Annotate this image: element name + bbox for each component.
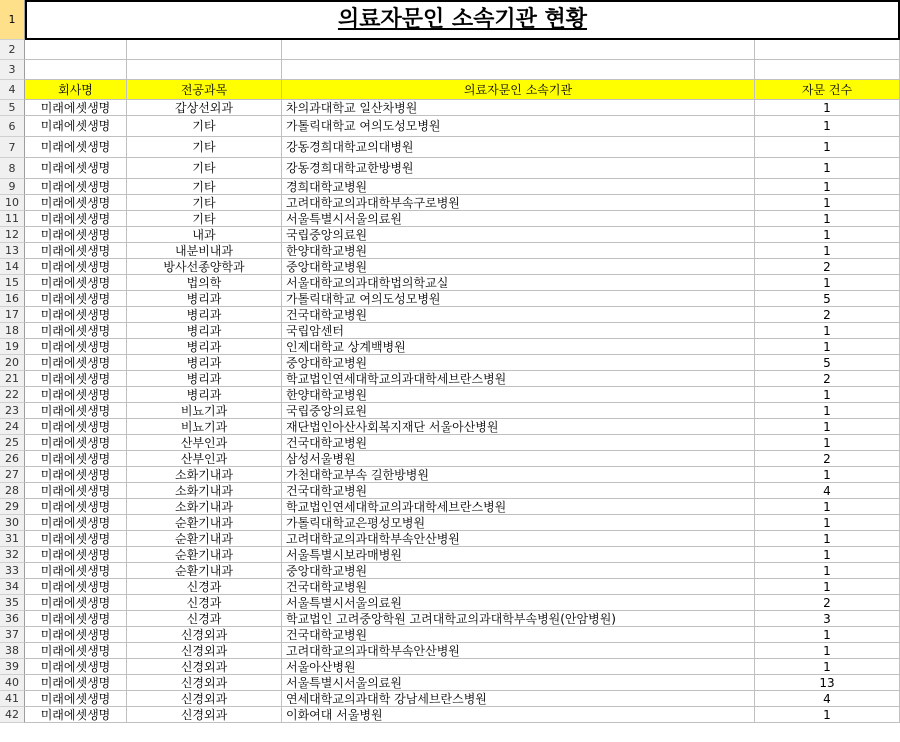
institution-cell[interactable]: 가톨릭대학교 여의도성모병원 — [282, 116, 755, 137]
row-header[interactable]: 36 — [0, 611, 25, 627]
row-header[interactable]: 17 — [0, 307, 25, 323]
count-cell[interactable]: 1 — [755, 211, 900, 227]
table-row — [0, 275, 900, 291]
row-header[interactable]: 6 — [0, 116, 25, 137]
table-row — [0, 595, 900, 611]
count-cell[interactable]: 1 — [755, 707, 900, 723]
institution-cell[interactable]: 가톨릭대학교은평성모병원 — [282, 515, 755, 531]
row-header[interactable]: 15 — [0, 275, 25, 291]
row-header[interactable]: 3 — [0, 60, 25, 80]
table-row — [0, 707, 900, 723]
empty-cell[interactable] — [755, 40, 900, 60]
count-cell[interactable]: 1 — [755, 419, 900, 435]
row-header[interactable]: 8 — [0, 158, 25, 179]
count-cell[interactable]: 1 — [755, 227, 900, 243]
header-row — [0, 80, 900, 100]
count-cell[interactable]: 1 — [755, 659, 900, 675]
major-cell[interactable]: 소화기내과 — [127, 483, 282, 499]
count-cell[interactable]: 2 — [755, 451, 900, 467]
row-header[interactable]: 5 — [0, 100, 25, 116]
company-cell[interactable]: 미래에셋생명 — [25, 659, 127, 675]
empty-cell[interactable] — [127, 40, 282, 60]
company-cell[interactable]: 미래에셋생명 — [25, 707, 127, 723]
row-header[interactable]: 12 — [0, 227, 25, 243]
company-cell[interactable]: 미래에셋생명 — [25, 419, 127, 435]
institution-cell[interactable]: 학교법인연세대학교의과대학세브란스병원 — [282, 499, 755, 515]
major-cell[interactable]: 신경과 — [127, 611, 282, 627]
company-cell[interactable]: 미래에셋생명 — [25, 483, 127, 499]
row-header[interactable]: 28 — [0, 483, 25, 499]
company-cell[interactable]: 미래에셋생명 — [25, 691, 127, 707]
count-cell[interactable]: 13 — [755, 675, 900, 691]
institution-cell[interactable]: 국립중앙의료원 — [282, 403, 755, 419]
row-header[interactable]: 9 — [0, 179, 25, 195]
row-header[interactable]: 32 — [0, 547, 25, 563]
company-cell[interactable]: 미래에셋생명 — [25, 195, 127, 211]
empty-cell[interactable] — [25, 40, 127, 60]
row-header[interactable]: 10 — [0, 195, 25, 211]
count-cell[interactable]: 1 — [755, 100, 900, 116]
major-cell[interactable]: 기타 — [127, 116, 282, 137]
major-cell[interactable]: 병리과 — [127, 371, 282, 387]
row-header[interactable]: 42 — [0, 707, 25, 723]
major-cell[interactable]: 산부인과 — [127, 451, 282, 467]
empty-cell[interactable] — [282, 40, 755, 60]
count-cell[interactable]: 2 — [755, 371, 900, 387]
row-header[interactable]: 30 — [0, 515, 25, 531]
company-cell[interactable]: 미래에셋생명 — [25, 531, 127, 547]
header-major[interactable]: 전공과목 — [127, 80, 282, 100]
major-cell[interactable]: 신경외과 — [127, 691, 282, 707]
empty-cell[interactable] — [755, 60, 900, 80]
table-row — [0, 387, 900, 403]
row-header[interactable]: 7 — [0, 137, 25, 158]
major-cell[interactable]: 신경외과 — [127, 643, 282, 659]
institution-cell[interactable]: 가톨릭대학교 여의도성모병원 — [282, 291, 755, 307]
table-row — [0, 291, 900, 307]
row-header[interactable]: 31 — [0, 531, 25, 547]
major-cell[interactable]: 소화기내과 — [127, 499, 282, 515]
row-header[interactable]: 41 — [0, 691, 25, 707]
company-cell[interactable]: 미래에셋생명 — [25, 611, 127, 627]
table-row — [0, 627, 900, 643]
major-cell[interactable]: 법의학 — [127, 275, 282, 291]
major-cell[interactable]: 순환기내과 — [127, 531, 282, 547]
sheet-title-cell[interactable] — [25, 0, 900, 40]
institution-cell[interactable]: 가천대학교부속 길한방병원 — [282, 467, 755, 483]
institution-cell[interactable]: 건국대학교병원 — [282, 483, 755, 499]
major-cell[interactable]: 비뇨기과 — [127, 419, 282, 435]
count-cell[interactable]: 1 — [755, 643, 900, 659]
company-cell[interactable]: 미래에셋생명 — [25, 355, 127, 371]
institution-cell[interactable]: 건국대학교병원 — [282, 435, 755, 451]
company-cell[interactable]: 미래에셋생명 — [25, 371, 127, 387]
count-cell[interactable]: 1 — [755, 435, 900, 451]
table-row — [0, 435, 900, 451]
table-row — [0, 116, 900, 137]
institution-cell[interactable]: 고려대학교의과대학부속구로병원 — [282, 195, 755, 211]
table-row — [0, 419, 900, 435]
row-header[interactable]: 38 — [0, 643, 25, 659]
count-cell[interactable]: 1 — [755, 195, 900, 211]
institution-cell[interactable]: 건국대학교병원 — [282, 579, 755, 595]
empty-cell[interactable] — [127, 60, 282, 80]
count-cell[interactable]: 1 — [755, 547, 900, 563]
table-row — [0, 243, 900, 259]
row-header[interactable]: 20 — [0, 355, 25, 371]
institution-cell[interactable]: 한양대학교병원 — [282, 387, 755, 403]
institution-cell[interactable]: 중앙대학교병원 — [282, 355, 755, 371]
institution-cell[interactable]: 서울특별시서울의료원 — [282, 675, 755, 691]
major-cell[interactable]: 신경외과 — [127, 627, 282, 643]
major-cell[interactable]: 병리과 — [127, 387, 282, 403]
institution-cell[interactable]: 서울아산병원 — [282, 659, 755, 675]
count-cell[interactable]: 1 — [755, 137, 900, 158]
institution-cell[interactable]: 인제대학교 상계백병원 — [282, 339, 755, 355]
institution-cell[interactable]: 서울특별시보라매병원 — [282, 547, 755, 563]
count-cell[interactable]: 1 — [755, 499, 900, 515]
table-row — [0, 371, 900, 387]
count-cell[interactable]: 1 — [755, 515, 900, 531]
row-header[interactable]: 1 — [0, 0, 25, 40]
title-row — [0, 0, 900, 40]
company-cell[interactable]: 미래에셋생명 — [25, 499, 127, 515]
count-cell[interactable]: 4 — [755, 483, 900, 499]
row-header[interactable]: 34 — [0, 579, 25, 595]
institution-cell[interactable]: 고려대학교의과대학부속안산병원 — [282, 643, 755, 659]
count-cell[interactable]: 3 — [755, 611, 900, 627]
institution-cell[interactable]: 경희대학교병원 — [282, 179, 755, 195]
company-cell[interactable]: 미래에셋생명 — [25, 211, 127, 227]
institution-cell[interactable]: 학교법인연세대학교의과대학세브란스병원 — [282, 371, 755, 387]
row-header[interactable]: 21 — [0, 371, 25, 387]
row-header[interactable]: 19 — [0, 339, 25, 355]
count-cell[interactable]: 1 — [755, 339, 900, 355]
company-cell[interactable]: 미래에셋생명 — [25, 259, 127, 275]
company-cell[interactable]: 미래에셋생명 — [25, 323, 127, 339]
table-row — [0, 137, 900, 158]
count-cell[interactable]: 1 — [755, 563, 900, 579]
company-cell[interactable]: 미래에셋생명 — [25, 227, 127, 243]
major-cell[interactable]: 병리과 — [127, 339, 282, 355]
institution-cell[interactable]: 건국대학교병원 — [282, 307, 755, 323]
company-cell[interactable]: 미래에셋생명 — [25, 275, 127, 291]
company-cell[interactable]: 미래에셋생명 — [25, 100, 127, 116]
table-row — [0, 227, 900, 243]
count-cell[interactable]: 1 — [755, 627, 900, 643]
row-header[interactable]: 16 — [0, 291, 25, 307]
company-cell[interactable]: 미래에셋생명 — [25, 158, 127, 179]
institution-cell[interactable]: 국립암센터 — [282, 323, 755, 339]
row-header[interactable]: 22 — [0, 387, 25, 403]
row-header[interactable]: 29 — [0, 499, 25, 515]
count-cell[interactable]: 2 — [755, 259, 900, 275]
count-cell[interactable]: 1 — [755, 467, 900, 483]
company-cell[interactable]: 미래에셋생명 — [25, 243, 127, 259]
table-row — [0, 467, 900, 483]
row-header[interactable]: 18 — [0, 323, 25, 339]
row-header[interactable]: 33 — [0, 563, 25, 579]
table-row — [0, 547, 900, 563]
major-cell[interactable]: 소화기내과 — [127, 467, 282, 483]
major-cell[interactable]: 순환기내과 — [127, 563, 282, 579]
table-row — [0, 259, 900, 275]
table-row — [0, 579, 900, 595]
institution-cell[interactable]: 중앙대학교병원 — [282, 259, 755, 275]
institution-cell[interactable]: 한양대학교병원 — [282, 243, 755, 259]
major-cell[interactable]: 병리과 — [127, 291, 282, 307]
institution-cell[interactable]: 국립중앙의료원 — [282, 227, 755, 243]
company-cell[interactable]: 미래에셋생명 — [25, 179, 127, 195]
major-cell[interactable]: 방사선종양학과 — [127, 259, 282, 275]
table-row — [0, 179, 900, 195]
count-cell[interactable]: 2 — [755, 307, 900, 323]
row-header[interactable]: 24 — [0, 419, 25, 435]
institution-cell[interactable]: 이화여대 서울병원 — [282, 707, 755, 723]
header-institution[interactable]: 의료자문인 소속기관 — [282, 80, 755, 100]
company-cell[interactable]: 미래에셋생명 — [25, 116, 127, 137]
major-cell[interactable]: 신경과 — [127, 595, 282, 611]
institution-cell[interactable]: 중앙대학교병원 — [282, 563, 755, 579]
count-cell[interactable]: 2 — [755, 595, 900, 611]
company-cell[interactable]: 미래에셋생명 — [25, 627, 127, 643]
company-cell[interactable]: 미래에셋생명 — [25, 547, 127, 563]
company-cell[interactable]: 미래에셋생명 — [25, 137, 127, 158]
table-row — [0, 403, 900, 419]
company-cell[interactable]: 미래에셋생명 — [25, 515, 127, 531]
company-cell[interactable]: 미래에셋생명 — [25, 467, 127, 483]
table-row — [0, 659, 900, 675]
count-cell[interactable]: 1 — [755, 579, 900, 595]
table-row — [0, 499, 900, 515]
sheet-title: 의료자문인 소속기관 현황 — [337, 7, 588, 32]
institution-cell[interactable]: 삼성서울병원 — [282, 451, 755, 467]
company-cell[interactable]: 미래에셋생명 — [25, 643, 127, 659]
row-header[interactable]: 25 — [0, 435, 25, 451]
major-cell[interactable]: 병리과 — [127, 323, 282, 339]
company-cell[interactable]: 미래에셋생명 — [25, 339, 127, 355]
table-row — [0, 451, 900, 467]
row-header[interactable]: 39 — [0, 659, 25, 675]
institution-cell[interactable]: 재단법인아산사회복지재단 서울아산병원 — [282, 419, 755, 435]
table-row — [0, 195, 900, 211]
row-header[interactable]: 11 — [0, 211, 25, 227]
institution-cell[interactable]: 강동경희대학교한방병원 — [282, 158, 755, 179]
major-cell[interactable]: 기타 — [127, 158, 282, 179]
empty-cell[interactable] — [25, 60, 127, 80]
institution-cell[interactable]: 건국대학교병원 — [282, 627, 755, 643]
empty-cell[interactable] — [282, 60, 755, 80]
major-cell[interactable]: 산부인과 — [127, 435, 282, 451]
table-row — [0, 675, 900, 691]
major-cell[interactable]: 순환기내과 — [127, 547, 282, 563]
major-cell[interactable]: 순환기내과 — [127, 515, 282, 531]
table-row — [0, 531, 900, 547]
institution-cell[interactable]: 서울특별시서울의료원 — [282, 211, 755, 227]
table-row — [0, 483, 900, 499]
company-cell[interactable]: 미래에셋생명 — [25, 403, 127, 419]
company-cell[interactable]: 미래에셋생명 — [25, 451, 127, 467]
count-cell[interactable]: 1 — [755, 403, 900, 419]
company-cell[interactable]: 미래에셋생명 — [25, 435, 127, 451]
row-header[interactable]: 27 — [0, 467, 25, 483]
table-row — [0, 355, 900, 371]
table-row — [0, 611, 900, 627]
table-row — [0, 100, 900, 116]
table-row — [0, 307, 900, 323]
company-cell[interactable]: 미래에셋생명 — [25, 307, 127, 323]
count-cell[interactable]: 1 — [755, 387, 900, 403]
header-count[interactable]: 자문 건수 — [755, 80, 900, 100]
company-cell[interactable]: 미래에셋생명 — [25, 579, 127, 595]
count-cell[interactable]: 5 — [755, 355, 900, 371]
company-cell[interactable]: 미래에셋생명 — [25, 291, 127, 307]
table-row — [0, 691, 900, 707]
count-cell[interactable]: 1 — [755, 531, 900, 547]
row-header[interactable]: 13 — [0, 243, 25, 259]
row-header[interactable]: 23 — [0, 403, 25, 419]
blank-row — [0, 60, 900, 80]
table-row — [0, 515, 900, 531]
count-cell[interactable]: 1 — [755, 158, 900, 179]
row-header[interactable]: 26 — [0, 451, 25, 467]
major-cell[interactable]: 신경외과 — [127, 659, 282, 675]
count-cell[interactable]: 1 — [755, 323, 900, 339]
table-row — [0, 339, 900, 355]
table-row — [0, 323, 900, 339]
count-cell[interactable]: 1 — [755, 275, 900, 291]
table-row — [0, 643, 900, 659]
major-cell[interactable]: 병리과 — [127, 355, 282, 371]
major-cell[interactable]: 신경과 — [127, 579, 282, 595]
institution-cell[interactable]: 학교법인 고려중앙학원 고려대학교의과대학부속병원(안암병원) — [282, 611, 755, 627]
row-header[interactable]: 14 — [0, 259, 25, 275]
company-cell[interactable]: 미래에셋생명 — [25, 563, 127, 579]
major-cell[interactable]: 내과 — [127, 227, 282, 243]
institution-cell[interactable]: 서울특별시서울의료원 — [282, 595, 755, 611]
institution-cell[interactable]: 강동경희대학교의대병원 — [282, 137, 755, 158]
row-header[interactable]: 2 — [0, 40, 25, 60]
major-cell[interactable]: 기타 — [127, 137, 282, 158]
row-header[interactable]: 4 — [0, 80, 25, 100]
count-cell[interactable]: 5 — [755, 291, 900, 307]
count-cell[interactable]: 1 — [755, 179, 900, 195]
company-cell[interactable]: 미래에셋생명 — [25, 595, 127, 611]
table-row — [0, 158, 900, 179]
row-header[interactable]: 35 — [0, 595, 25, 611]
row-header[interactable]: 40 — [0, 675, 25, 691]
company-cell[interactable]: 미래에셋생명 — [25, 675, 127, 691]
table-row — [0, 211, 900, 227]
company-cell[interactable]: 미래에셋생명 — [25, 387, 127, 403]
count-cell[interactable]: 1 — [755, 243, 900, 259]
blank-row — [0, 40, 900, 60]
count-cell[interactable]: 1 — [755, 116, 900, 137]
row-header[interactable]: 37 — [0, 627, 25, 643]
count-cell[interactable]: 4 — [755, 691, 900, 707]
institution-cell[interactable]: 서울대학교의과대학법의학교실 — [282, 275, 755, 291]
major-cell[interactable]: 기타 — [127, 211, 282, 227]
major-cell[interactable]: 신경외과 — [127, 707, 282, 723]
major-cell[interactable]: 내분비내과 — [127, 243, 282, 259]
major-cell[interactable]: 기타 — [127, 195, 282, 211]
header-company[interactable]: 회사명 — [25, 80, 127, 100]
institution-cell[interactable]: 연세대학교의과대학 강남세브란스병원 — [282, 691, 755, 707]
institution-cell[interactable]: 차의과대학교 일산차병원 — [282, 100, 755, 116]
major-cell[interactable]: 갑상선외과 — [127, 100, 282, 116]
major-cell[interactable]: 신경외과 — [127, 675, 282, 691]
major-cell[interactable]: 기타 — [127, 179, 282, 195]
institution-cell[interactable]: 고려대학교의과대학부속안산병원 — [282, 531, 755, 547]
table-row — [0, 563, 900, 579]
major-cell[interactable]: 병리과 — [127, 307, 282, 323]
major-cell[interactable]: 비뇨기과 — [127, 403, 282, 419]
